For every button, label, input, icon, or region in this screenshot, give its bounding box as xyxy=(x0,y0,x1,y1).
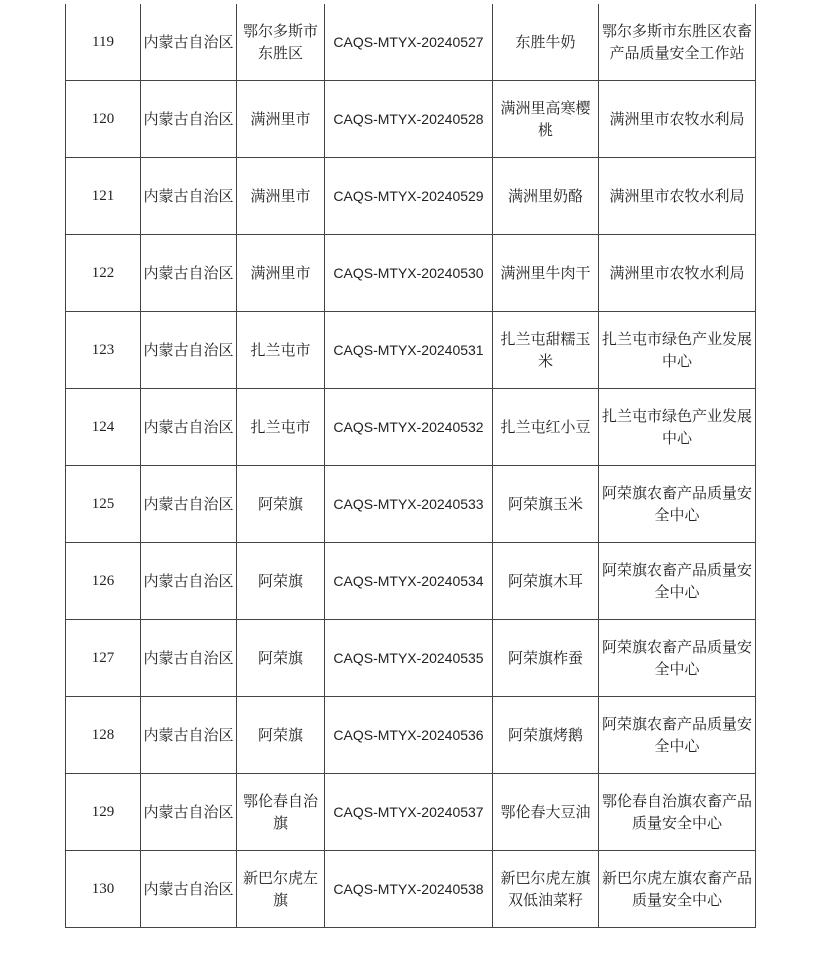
table-row xyxy=(66,697,756,774)
product-name-cell: 扎兰屯甜糯玉米 xyxy=(493,312,599,389)
province-cell: 内蒙古自治区 xyxy=(141,312,237,389)
product-name-cell: 阿荣旗柞蚕 xyxy=(493,620,599,697)
city-cell: 扎兰屯市 xyxy=(237,389,325,466)
row-number: 129 xyxy=(66,774,141,851)
city-cell: 满洲里市 xyxy=(237,81,325,158)
certificate-code-cell: CAQS-MTYX-20240532 xyxy=(325,389,493,466)
table-row xyxy=(66,235,756,312)
province-cell: 内蒙古自治区 xyxy=(141,774,237,851)
table-body xyxy=(66,4,756,928)
product-name-cell: 扎兰屯红小豆 xyxy=(493,389,599,466)
certificate-code-cell: CAQS-MTYX-20240535 xyxy=(325,620,493,697)
certificate-code-cell: CAQS-MTYX-20240531 xyxy=(325,312,493,389)
product-name-cell: 新巴尔虎左旗双低油菜籽 xyxy=(493,851,599,928)
product-name-cell: 东胜牛奶 xyxy=(493,4,599,81)
city-cell: 新巴尔虎左旗 xyxy=(237,851,325,928)
organization-cell: 满洲里市农牧水利局 xyxy=(599,81,756,158)
row-number: 125 xyxy=(66,466,141,543)
organization-cell: 满洲里市农牧水利局 xyxy=(599,235,756,312)
row-number: 120 xyxy=(66,81,141,158)
product-name-cell: 鄂伦春大豆油 xyxy=(493,774,599,851)
organization-cell: 阿荣旗农畜产品质量安全中心 xyxy=(599,543,756,620)
city-cell: 鄂尔多斯市东胜区 xyxy=(237,4,325,81)
city-cell: 阿荣旗 xyxy=(237,543,325,620)
table-row xyxy=(66,543,756,620)
table-row xyxy=(66,81,756,158)
row-number: 121 xyxy=(66,158,141,235)
table-row xyxy=(66,774,756,851)
certificate-code-cell: CAQS-MTYX-20240537 xyxy=(325,774,493,851)
organization-cell: 阿荣旗农畜产品质量安全中心 xyxy=(599,697,756,774)
table-row xyxy=(66,389,756,466)
product-name-cell: 满洲里高寒樱桃 xyxy=(493,81,599,158)
certificate-code-cell: CAQS-MTYX-20240534 xyxy=(325,543,493,620)
row-number: 126 xyxy=(66,543,141,620)
certificate-code-cell: CAQS-MTYX-20240527 xyxy=(325,4,493,81)
province-cell: 内蒙古自治区 xyxy=(141,158,237,235)
city-cell: 阿荣旗 xyxy=(237,697,325,774)
row-number: 130 xyxy=(66,851,141,928)
organization-cell: 鄂伦春自治旗农畜产品质量安全中心 xyxy=(599,774,756,851)
row-number: 123 xyxy=(66,312,141,389)
province-cell: 内蒙古自治区 xyxy=(141,81,237,158)
certificate-code-cell: CAQS-MTYX-20240538 xyxy=(325,851,493,928)
table-row xyxy=(66,158,756,235)
organization-cell: 满洲里市农牧水利局 xyxy=(599,158,756,235)
city-cell: 扎兰屯市 xyxy=(237,312,325,389)
province-cell: 内蒙古自治区 xyxy=(141,389,237,466)
city-cell: 满洲里市 xyxy=(237,235,325,312)
certificate-code-cell: CAQS-MTYX-20240530 xyxy=(325,235,493,312)
row-number: 127 xyxy=(66,620,141,697)
product-name-cell: 满洲里牛肉干 xyxy=(493,235,599,312)
registry-table xyxy=(65,4,756,928)
province-cell: 内蒙古自治区 xyxy=(141,851,237,928)
organization-cell: 阿荣旗农畜产品质量安全中心 xyxy=(599,620,756,697)
row-number: 128 xyxy=(66,697,141,774)
province-cell: 内蒙古自治区 xyxy=(141,697,237,774)
province-cell: 内蒙古自治区 xyxy=(141,235,237,312)
organization-cell: 扎兰屯市绿色产业发展中心 xyxy=(599,312,756,389)
organization-cell: 扎兰屯市绿色产业发展中心 xyxy=(599,389,756,466)
organization-cell: 新巴尔虎左旗农畜产品质量安全中心 xyxy=(599,851,756,928)
organization-cell: 阿荣旗农畜产品质量安全中心 xyxy=(599,466,756,543)
table-row xyxy=(66,466,756,543)
certificate-code-cell: CAQS-MTYX-20240528 xyxy=(325,81,493,158)
product-name-cell: 满洲里奶酪 xyxy=(493,158,599,235)
city-cell: 满洲里市 xyxy=(237,158,325,235)
table-row xyxy=(66,4,756,81)
table-row xyxy=(66,620,756,697)
product-name-cell: 阿荣旗烤鹅 xyxy=(493,697,599,774)
city-cell: 阿荣旗 xyxy=(237,466,325,543)
city-cell: 阿荣旗 xyxy=(237,620,325,697)
certificate-code-cell: CAQS-MTYX-20240533 xyxy=(325,466,493,543)
product-name-cell: 阿荣旗木耳 xyxy=(493,543,599,620)
province-cell: 内蒙古自治区 xyxy=(141,4,237,81)
row-number: 119 xyxy=(66,4,141,81)
province-cell: 内蒙古自治区 xyxy=(141,543,237,620)
certificate-code-cell: CAQS-MTYX-20240529 xyxy=(325,158,493,235)
certificate-code-cell: CAQS-MTYX-20240536 xyxy=(325,697,493,774)
province-cell: 内蒙古自治区 xyxy=(141,620,237,697)
city-cell: 鄂伦春自治旗 xyxy=(237,774,325,851)
row-number: 124 xyxy=(66,389,141,466)
province-cell: 内蒙古自治区 xyxy=(141,466,237,543)
organization-cell: 鄂尔多斯市东胜区农畜产品质量安全工作站 xyxy=(599,4,756,81)
table-row xyxy=(66,312,756,389)
product-name-cell: 阿荣旗玉米 xyxy=(493,466,599,543)
table-row xyxy=(66,851,756,928)
row-number: 122 xyxy=(66,235,141,312)
